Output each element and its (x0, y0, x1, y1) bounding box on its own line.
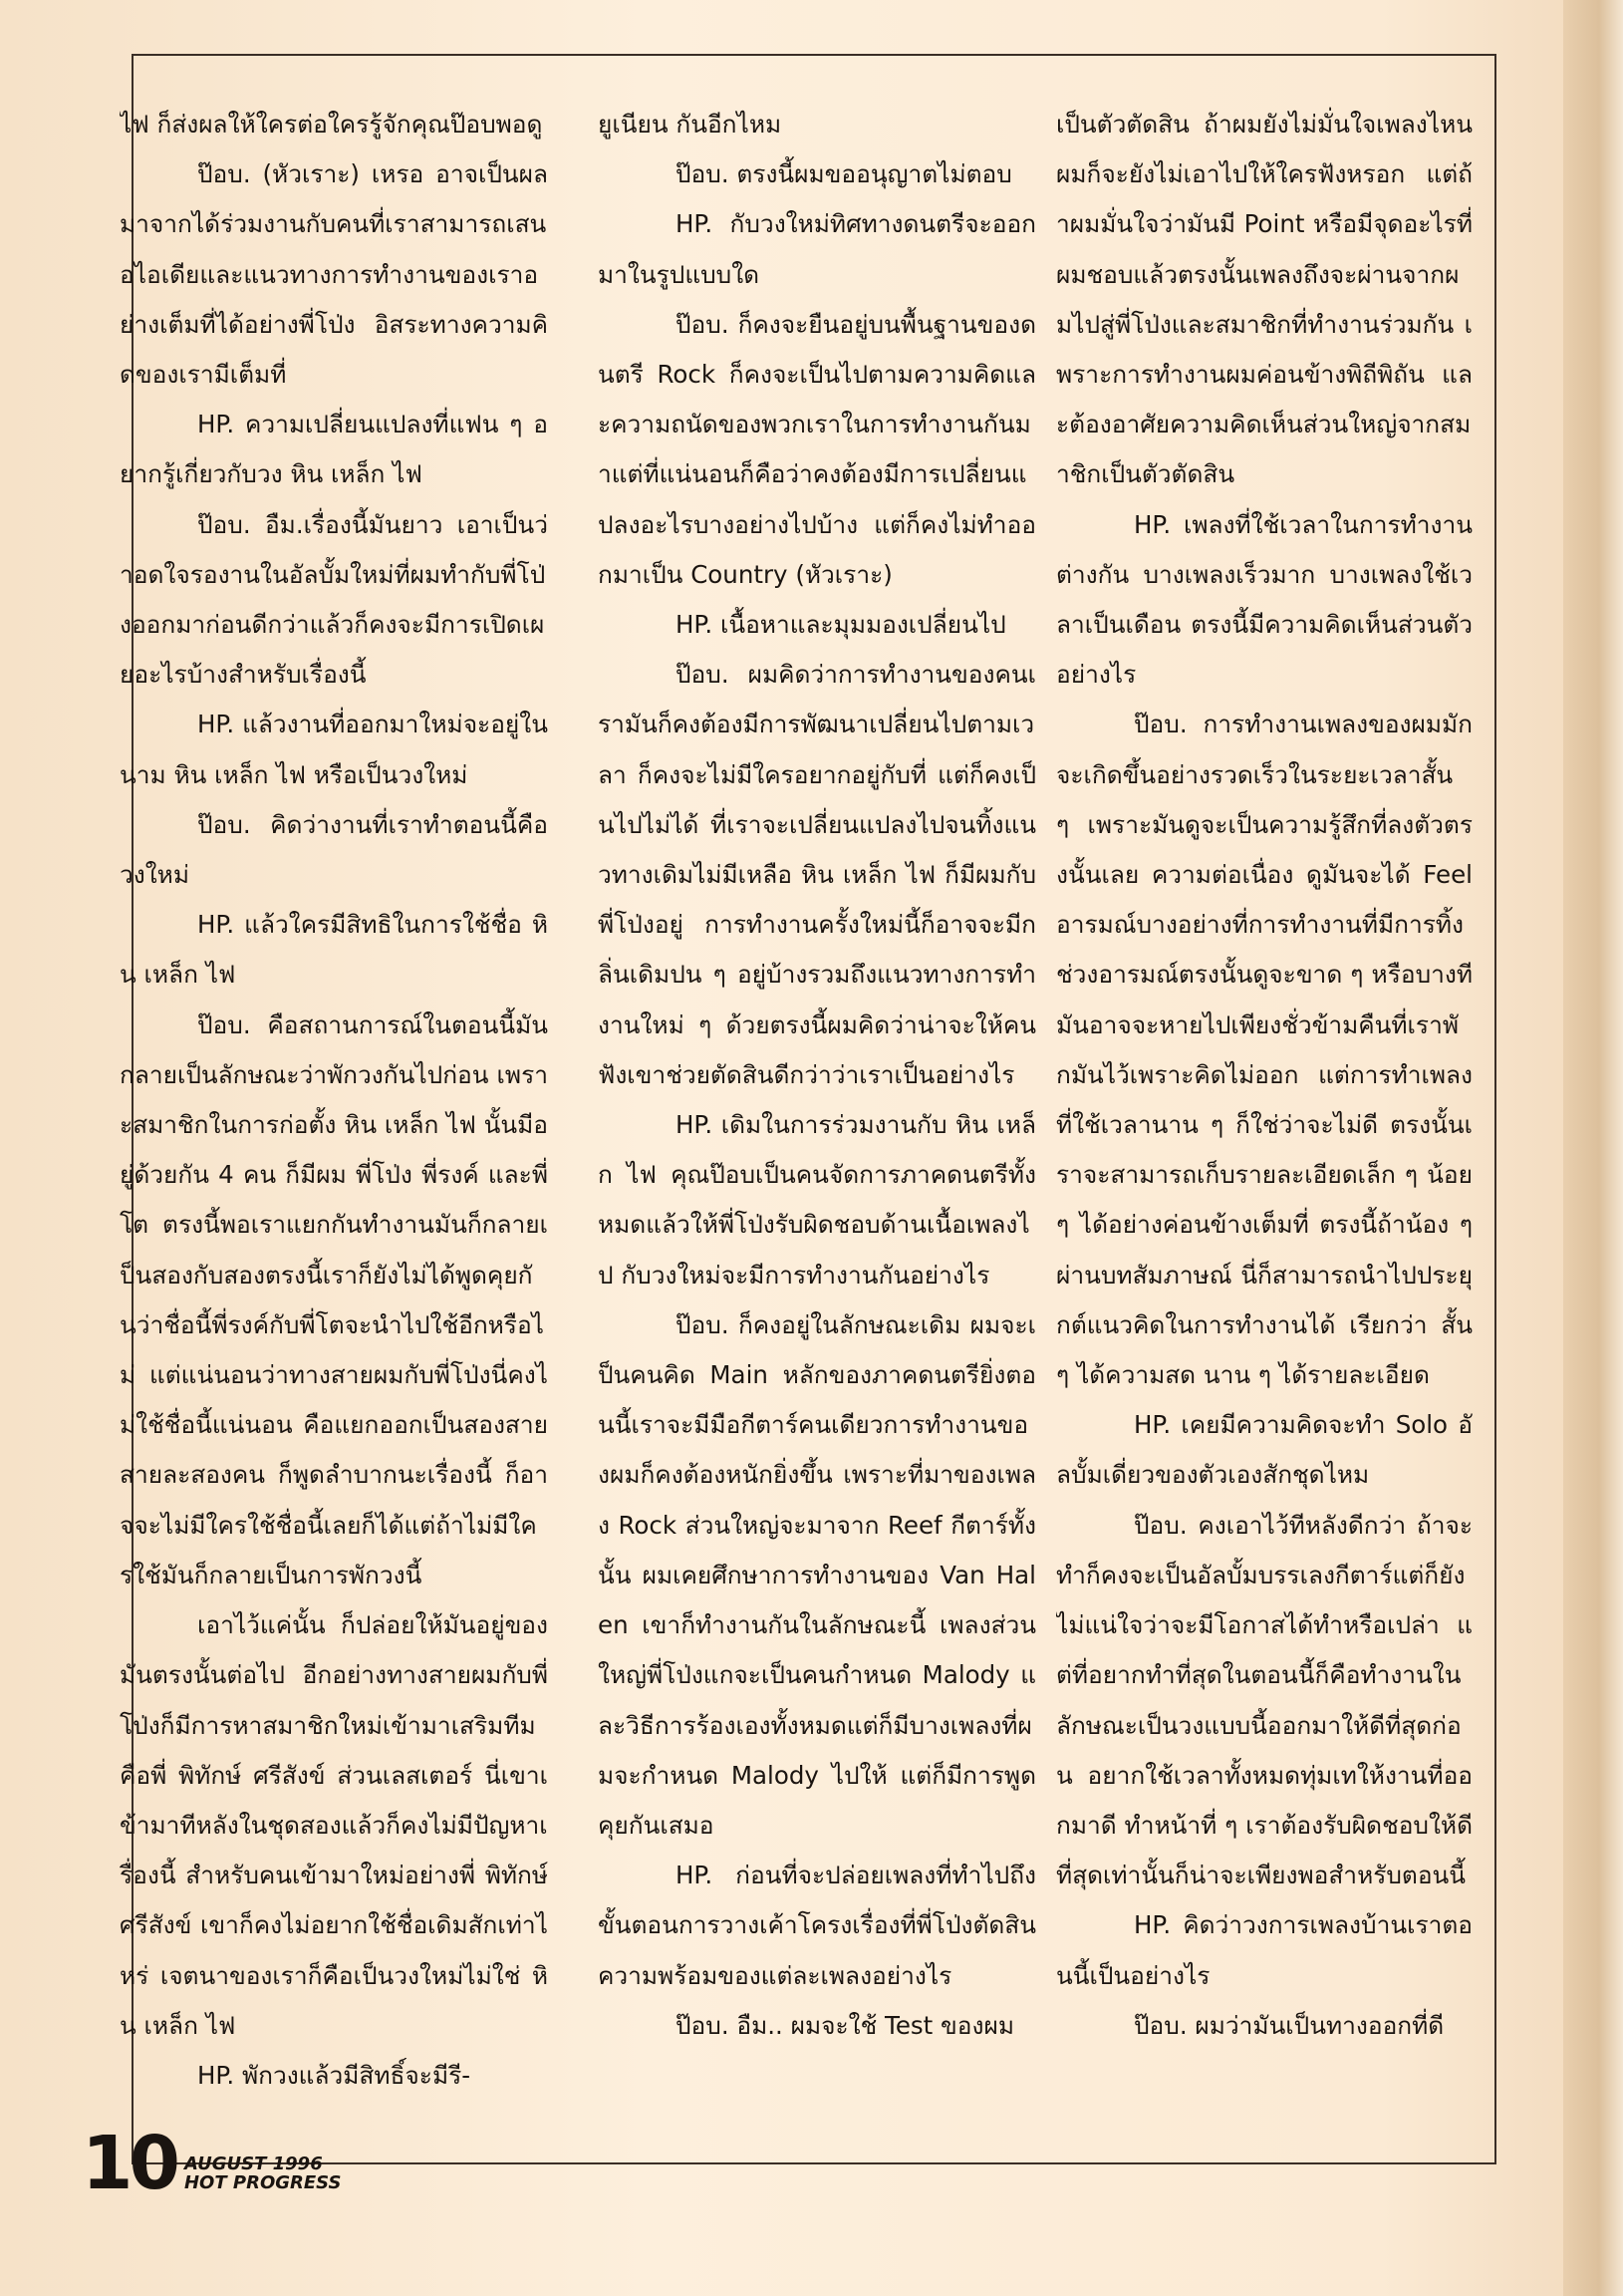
article-column-3 (1056, 100, 1473, 2143)
article-paragraph: ไฟ ก็ส่งผลให้ใครต่อใครรู้จักคุณป๊อบพอดู (120, 110, 543, 139)
article-paragraph: HP. แล้วใครมีสิทธิในการใช้ชื่อ หิน เหล็ก ไฟ (120, 910, 548, 990)
article-paragraph: ป๊อบ. คงเอาไว้ทีหลังดีกว่า ถ้าจะทำก็คงจะเป็นอัลบั้มบรรเลงกีตาร์แต่ก็ยังไม่แน่ใจว่าจะมีโอกาสได้ทำหรือเปล่า แต่ที่อยากทำที่สุดในตอนนี้ก็คือทำงานในลักษณะเป็นวงแบบนี้ออกมาให้ดีที่สุดก่อน อยากใช้เวลาทั้งหมดทุ่มเทให้งานที่ออกมาดี ทำหน้าที่ ๆ เราต้องรับผิดชอบให้ดีที่สุดเท่านั้นก็น่าจะเพียงพอสำหรับตอนนี้ (1056, 1510, 1473, 1890)
article-paragraph: ป๊อบ. ก็คงจะยืนอยู่บนพื้นฐานของดนตรี Rock ก็คงจะเป็นไปตามความคิดและความถนัดของพวกเราในการทำงานกันมาแต่ที่แน่นอนก็คือว่าคงต้องมีการเปลี่ยนแปลงอะไรบางอย่างไปบ้าง แต่ก็คงไม่ทำออกมาเป็น Country (หัวเราะ) (598, 309, 1036, 589)
issue-date: AUGUST 1996 (183, 2153, 323, 2174)
article-paragraph: HP. แล้วงานที่ออกมาใหม่จะอยู่ในนาม หิน เหล็ก ไฟ หรือเป็นวงใหม่ (120, 710, 548, 789)
magazine-masthead (184, 2154, 341, 2196)
article-paragraph: เอาไว้แค่นั้น ก็ปล่อยให้มันอยู่ของมันตรงนั้นต่อไป อีกอย่างทางสายผมกับพี่โป่งก็มีการหาสมาชิกใหม่เข้ามาเสริมทีม คือพี่ พิทักษ์ ศรีสังข์ ส่วนเลสเตอร์ นี่เขาเข้ามาทีหลังในชุดสองแล้วก็คงไม่มีปัญหาเรื่องนี้ สำหรับคนเข้ามาใหม่อย่างพี่ พิทักษ์ ศรีสังข์ เขาก็คงไม่อยากใช้ชื่อเดิมสักเท่าไหร่ เจตนาของเราก็คือเป็นวงใหม่ไม่ใช่ หิน เหล็ก ไฟ (120, 1610, 548, 2040)
article-paragraph: เป็นตัวตัดสิน ถ้าผมยังไม่มั่นใจเพลงไหนผมก็จะยังไม่เอาไปให้ใครฟังหรอก แต่ถ้าผมมั่นใจว่ามันมี Point หรือมีจุดอะไรที่ผมชอบแล้วตรงนั้นเพลงถึงจะผ่านจากผมไปสู่พี่โป่งและสมาชิกที่ทำงานร่วมกัน เพราะการทำงานผมค่อนข้างพิถีพิถัน และต้องอาศัยความคิดเห็นส่วนใหญ่จากสมาชิกเป็นตัวตัดสิน (1056, 110, 1473, 489)
article-paragraph: ป๊อบ. อืม.เรื่องนี้มันยาว เอาเป็นว่าอดใจรองานในอัลบั้มใหม่ที่ผมทำกับพี่โป่งออกมาก่อนดีกว่าแล้วก็คงจะมีการเปิดเผยอะไรบ้างสำหรับเรื่องนี้ (120, 509, 548, 690)
article-paragraph: HP. ก่อนที่จะปล่อยเพลงที่ทำไปถึงขั้นตอนการวางเค้าโครงเรื่องที่พี่โป่งตัดสินความพร้อมของแต่ละเพลงอย่างไร (598, 1861, 1036, 1990)
article-paragraph: HP. กับวงใหม่ทิศทางดนตรีจะออกมาในรูปแบบใด (598, 209, 1036, 289)
article-paragraph: ป๊อบ. การทำงานเพลงของผมมักจะเกิดขึ้นอย่างรวดเร็วในระยะเวลาสั้น ๆ เพราะมันดูจะเป็นความรู้สึกที่ลงตัวตรงนั้นเลย ความต่อเนื่อง ดูมันจะได้ Feel อารมณ์บางอย่างที่การทำงานที่มีการทิ้งช่วงอารมณ์ตรงนั้นดูจะขาด ๆ หรือบางทีมันอาจจะหายไปเพียงชั่วข้ามคืนที่เราพักมันไว้เพราะคิดไม่ออก แต่การทำเพลงที่ใช้เวลานาน ๆ ก็ใช่ว่าจะไม่ดี ตรงนั้นเราจะสามารถเก็บรายละเอียดเล็ก ๆ น้อย ๆ ได้อย่างค่อนข้างเต็มที่ ตรงนี้ถ้าน้อง ๆ ผ่านบทสัมภาษณ์ นี่ก็สามารถนำไปประยุกต์แนวคิดในการทำงานได้ เรียกว่า สั้น ๆ ได้ความสด นาน ๆ ได้รายละเอียด (1056, 710, 1473, 1390)
article-column-2 (598, 100, 1036, 2143)
article-column-1 (120, 100, 548, 2143)
page-number: 10 (82, 2121, 176, 2206)
article-paragraph: HP. เคยมีความคิดจะทำ Solo อัลบั้มเดี่ยวของตัวเองสักชุดไหม (1056, 1410, 1473, 1490)
article-paragraph: ป๊อบ. ก็คงอยู่ในลักษณะเดิม ผมจะเป็นคนคิด Main หลักของภาคดนตรียิ่งตอนนี้เราจะมีมือกีตาร์คนเดียวการทำงานของผมก็คงต้องหนักยิ่งขึ้น เพราะที่มาของเพลง Rock ส่วนใหญ่จะมาจาก Reef กีตาร์ทั้งนั้น ผมเคยศึกษาการทำงานของ Van Halen เขาก็ทำงานกันในลักษณะนี้ เพลงส่วนใหญ่พี่โป่งแกจะเป็นคนกำหนด Malody และวิธีการร้องเองทั้งหมดแต่ก็มีบางเพลงที่ผมจะกำหนด Malody ไปให้ แต่ก็มีการพูดคุยกันเสมอ (598, 1309, 1036, 1840)
article-paragraph: ป๊อบ. ตรงนี้ผมขออนุญาตไม่ตอบ (676, 159, 1012, 189)
article-paragraph: ป๊อบ. ผมว่ามันเป็นทางออกที่ดี (1134, 2010, 1445, 2040)
magazine-name: HOT PROGRESS (183, 2172, 342, 2193)
article-paragraph: ยูเนียน กันอีกไหม (598, 110, 782, 139)
article-paragraph: ป๊อบ. (หัวเราะ) เหรอ อาจเป็นผลมาจากได้ร่วมงานกับคนที่เราสามารถเสนอไอเดียและแนวทางการทำงานของเราอย่างเต็มที่ได้อย่างพี่โป่ง อิสระทางความคิดของเรามีเต็มที่ (120, 159, 548, 390)
article-paragraph: HP. คิดว่าวงการเพลงบ้านเราตอนนี้เป็นอย่างไร (1056, 1910, 1473, 1990)
article-paragraph: ป๊อบ. ผมคิดว่าการทำงานของคนเรามันก็คงต้องมีการพัฒนาเปลี่ยนไปตามเวลา ก็คงจะไม่มีใครอยากอยู่กับที่ แต่ก็คงเป็นไปไม่ได้ ที่เราจะเปลี่ยนแปลงไปจนทิ้งแนวทางเดิมไม่มีเหลือ หิน เหล็ก ไฟ ก็มีผมกับพี่โป่งอยู่ การทำงานครั้งใหม่นี้ก็อาจจะมีกลิ่นเดิมปน ๆ อยู่บ้างรวมถึงแนวทางการทำงานใหม่ ๆ ด้วยตรงนี้ผมคิดว่าน่าจะให้คนฟังเขาช่วยตัดสินดีกว่าว่าเราเป็นอย่างไร (598, 660, 1036, 1089)
page-footer (82, 2121, 342, 2206)
article-paragraph: HP. เดิมในการร่วมงานกับ หิน เหล็ก ไฟ คุณป๊อบเป็นคนจัดการภาคดนตรีทั้งหมดแล้วให้พี่โป่งรับผิดชอบด้านเนื้อเพลงไป กับวงใหม่จะมีการทำงานกันอย่างไร (598, 1110, 1036, 1290)
article-paragraph: HP. เพลงที่ใช้เวลาในการทำงานต่างกัน บางเพลงเร็วมาก บางเพลงใช้เวลาเป็นเดือน ตรงนี้มีความคิดเห็นส่วนตัวอย่างไร (1056, 509, 1473, 690)
article-paragraph: HP. ความเปลี่ยนแปลงที่แฟน ๆ อยากรู้เกี่ยวกับวง หิน เหล็ก ไฟ (120, 410, 548, 489)
article-paragraph: HP. พักวงแล้วมีสิทธิ์จะมีรี- (197, 2060, 471, 2090)
article-paragraph: HP. เนื้อหาและมุมมองเปลี่ยนไป (676, 610, 1006, 640)
article-paragraph: ป๊อบ. คือสถานการณ์ในตอนนี้มันกลายเป็นลักษณะว่าพักวงกันไปก่อน เพราะสมาชิกในการก่อตั้ง หิน เหล็ก ไฟ นั้นมีอยู่ด้วยกัน 4 คน ก็มีผม พี่โป่ง พี่รงค์ และพี่โต ตรงนี้พอเราแยกกันทำงานมันก็กลายเป็นสองกับสองตรงนี้เราก็ยังไม่ได้พูดคุยกันว่าชื่อนี้พี่รงค์กับพี่โตจะนำไปใช้อีกหรือไม่ แต่แน่นอนว่าทางสายผมกับพี่โป่งนี่คงไม่ใช้ชื่อนี้แน่นอน คือแยกออกเป็นสองสาย สายละสองคน ก็พูดลำบากนะเรื่องนี้ ก็อาจจะไม่มีใครใช้ชื่อนี้เลยก็ได้แต่ถ้าไม่มีใครใช้มันก็กลายเป็นการพักวงนี้ (120, 1009, 548, 1589)
article-paragraph: ป๊อบ. คิดว่างานที่เราทำตอนนี้คือวงใหม่ (120, 809, 548, 890)
article-paragraph: ป๊อบ. อืม.. ผมจะใช้ Test ของผม (676, 2010, 1014, 2040)
page-spine-shadow (1563, 0, 1623, 2296)
